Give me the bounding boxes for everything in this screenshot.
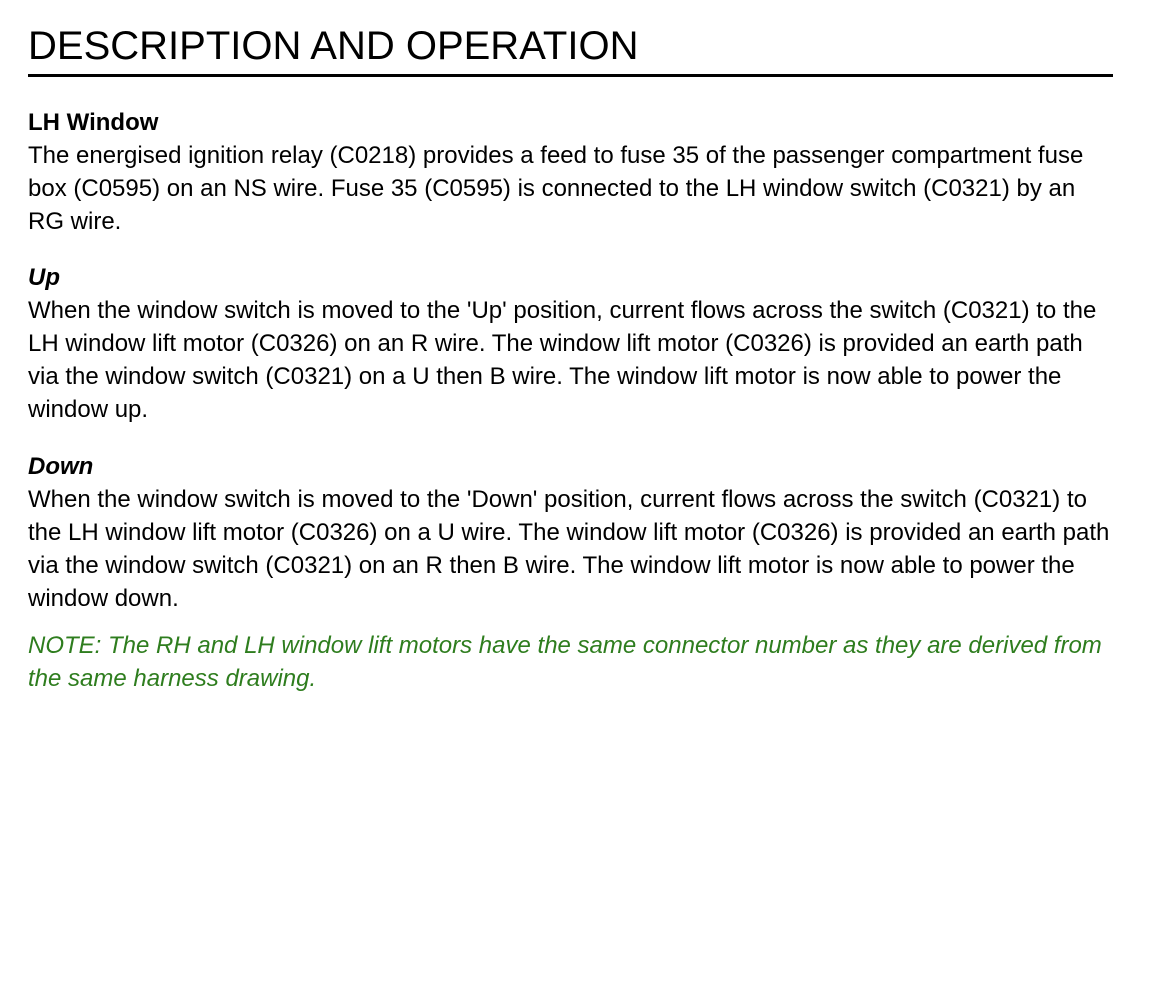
note-text: NOTE: The RH and LH window lift motors have the same connector number as they are derived from the same harness drawing.: [28, 632, 1102, 692]
section-heading-up: Up: [28, 264, 60, 291]
section-body-up: When the window switch is moved to the 'Up' position, current flows across the switch (C0321) to the LH window lift motor (C0326) on an R wire. The window lift motor (C0326) is provided an earth path via the window switch (C0321) on a U then B wire. The window lift motor is now able to power the window up.: [28, 297, 1097, 423]
section-body-lh-window: The energised ignition relay (C0218) provides a feed to fuse 35 of the passenger compartment fuse box (C0595) on an NS wire. Fuse 35 (C0595) is connected to the LH window switch (C0321) by an RG wire.: [28, 142, 1084, 235]
section-body-down: When the window switch is moved to the 'Down' position, current flows across the switch (C0321) to the LH window lift motor (C0326) on a U wire. The window lift motor (C0326) is provided an earth path via the window switch (C0321) on an R then B wire. The window lift motor is now able to power the window down.: [28, 486, 1110, 612]
document-page: [28, 0, 1113, 695]
section-heading-lh-window: LH Window: [28, 109, 159, 136]
page-title: DESCRIPTION AND OPERATION: [28, 24, 639, 68]
section-heading-down: Down: [28, 453, 94, 480]
title-divider: [28, 74, 1113, 77]
